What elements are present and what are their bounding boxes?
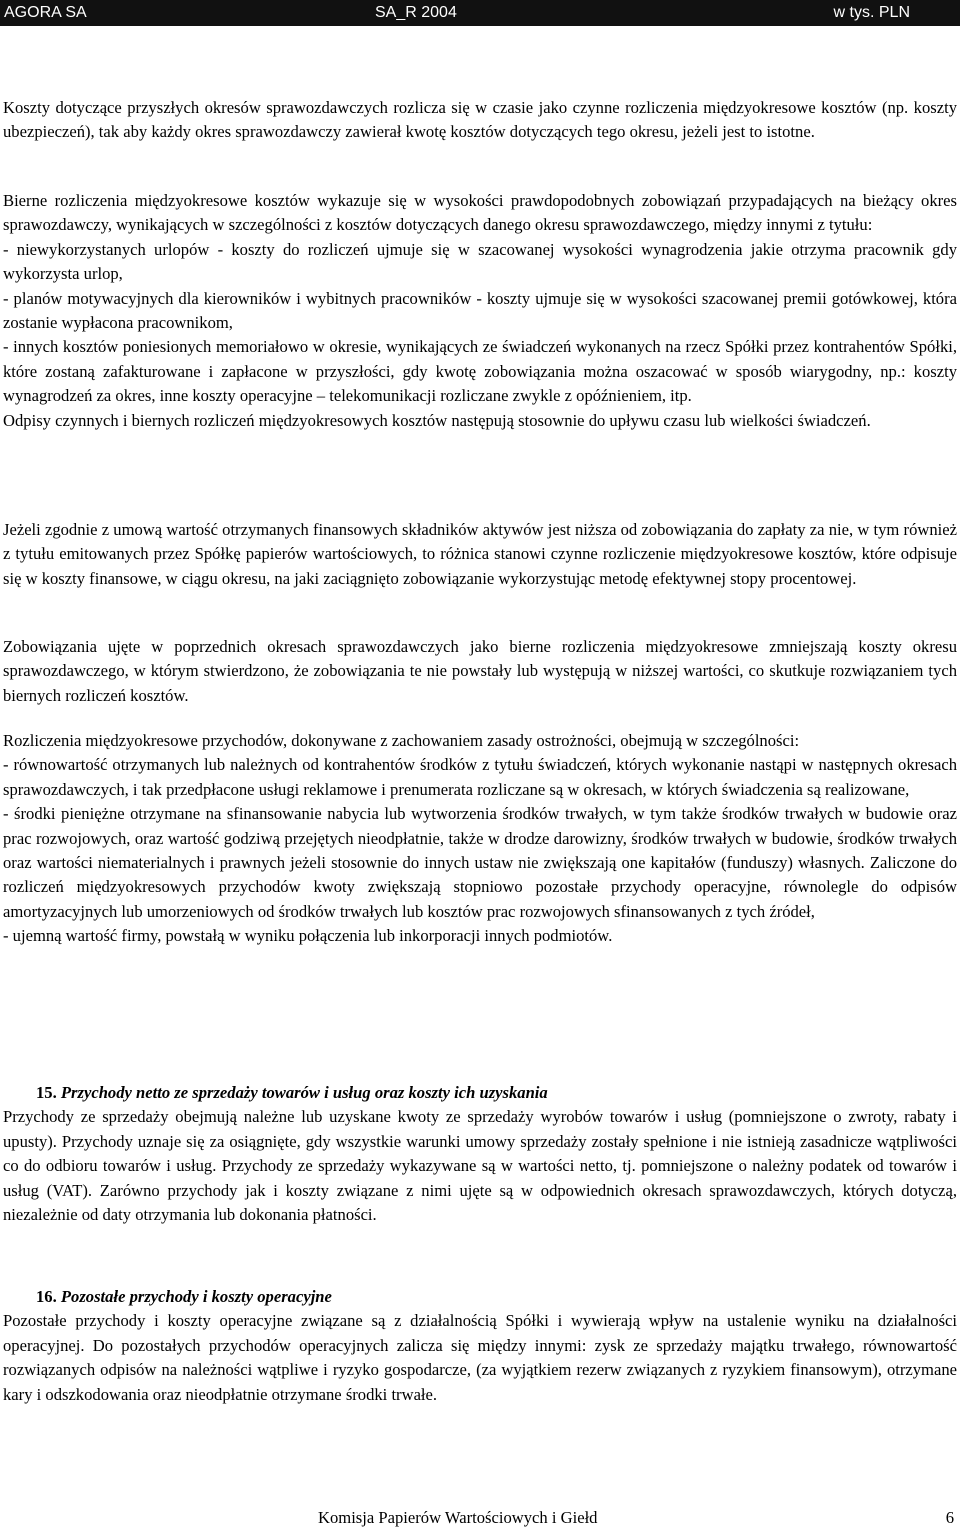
paragraph-accrued-costs xyxy=(3,189,957,433)
paragraph-text: Jeżeli zgodnie z umową wartość otrzymanych finansowych składników aktywów jest niższa od zobowiązania do zapłaty za nie, w tym również z tytułu emitowanych przez Spółkę papierów wartościowych, to różnica stanowi czynne rozliczenie międzyokresowe kosztów, które odpisuje się w koszty finansowe, w ciągu okresu, na jaki zaciągnięto zobowiązanie wykorzystując metodę efektywnej stopy procentowej. xyxy=(3,520,957,588)
list-item: - innych kosztów poniesionych memoriałowo w okresie, wynikających ze świadczeń wykonanych na rzecz Spółki przez kontrahentów Spółki, które zostaną zafakturowane i zapłacone w przyszłości, gdy kwotę zobowiązania można oszacować w sposób wiarygodny, np.: koszty wynagrodzeń za okres, inne koszty operacyjne – telekomunikacji rozliczane zwykle z opóźnieniem, itp. xyxy=(3,337,957,406)
list-item: - niewykorzystanych urlopów - koszty do rozliczeń ujmuje się w szacowanej wysokości wynagrodzenia jakie otrzyma pracownik gdy wykorzysta urlop, xyxy=(3,239,957,284)
page-number: 6 xyxy=(945,1508,954,1527)
header-report-type: SA_R 2004 xyxy=(375,4,457,21)
list-item: - środki pieniężne otrzymane na sfinansowanie nabycia lub wytworzenia środków trwałych, w tym także środków trwałych w budowie oraz prac rozwojowych, oraz wartość godziwą przejętych nieodpłatnie, także w drodze darowizny, środków trwałych w budowie, środków trwałych oraz wartości niematerialnych i prawnych jeżeli stosownie do innych ustaw nie zwiększają one kapitałów (funduszy) własnych. Zaliczone do rozliczeń międzyokresowych przychodów kwoty zwiększają stopniowo pozostałe przychody operacyjne, równolegle do odpisów amortyzacyjnych lub umorzeniowych od środków trwałych lub kosztów prac rozwojowych sfinansowanych z tych źródeł, xyxy=(3,804,957,921)
document-footer xyxy=(0,1508,960,1528)
section-heading xyxy=(3,1081,957,1105)
section-title: Pozostałe przychody i koszty operacyjne xyxy=(60,1287,332,1306)
section-text: Przychody ze sprzedaży obejmują należne lub uzyskane kwoty ze sprzedaży wyrobów towarów i usług (pomniejszone o zwroty, rabaty i upusty). Przychody uznaje się za osiągnięte, gdy wszystkie warunki umowy sprzedaży zostały spełnione i nie istnieją zasadnicze wątpliwości co do odbioru towarów i usług. Przychody ze sprzedaży wykazywane są w wartości netto, tj. pomniejszone o należny podatek od towarów i usług (VAT). Zarówno przychody jak i koszty związane z nimi ujęte są w odpowiednich okresach sprawozdawczych, których dotyczą, niezależnie od daty otrzymania lub dokonania płatności. xyxy=(3,1107,957,1225)
footer-organization: Komisja Papierów Wartościowych i Giełd xyxy=(318,1508,598,1527)
header-units: w tys. PLN xyxy=(833,4,910,21)
list-item: - ujemną wartość firmy, powstałą w wyniku połączenia lub inkorporacji innych podmiotów. xyxy=(3,926,613,946)
paragraph-text: Odpisy czynnych i biernych rozliczeń międzyokresowych kosztów następują stosownie do upływu czasu lub wielkości świadczeń. xyxy=(3,410,871,430)
paragraph-text: Zobowiązania ujęte w poprzednich okresach sprawozdawczych jako bierne rozliczenia międzyokresowe zmniejszają koszty okresu sprawozdawczego, w którym stwierdzono, że zobowiązania te nie powstały lub występują w niższej wartości, co skutkuje rozwiązaniem tych biernych rozliczeń kosztów. xyxy=(3,637,957,705)
section-15 xyxy=(3,1081,957,1227)
list-item: - równowartość otrzymanych lub należnych od kontrahentów środków z tytułu świadczeń, których wykonanie nastąpi w następnych okresach sprawozdawczych, i tak przedpłacone usługi reklamowe i prenumerata rozliczane są w okresach, w których świadczenia są realizowane, xyxy=(3,755,957,799)
section-text: Pozostałe przychody i koszty operacyjne związane są z działalnością Spółki i wywierają wpływ na ustalenie wyniku na działalności operacyjnej. Do pozostałych przychodów operacyjnych zalicza się między innymi: zysk ze sprzedaży majątku trwałego, równowartość rozwiązanych odpisów na należności wątpliwe i ryzyko gospodarcze, (za wyjątkiem rezerw związanych z ryzykiem finansowym), otrzymane kary i odszkodowania oraz nieodpłatnie otrzymane środki trwałe. xyxy=(3,1311,957,1404)
paragraph-liabilities xyxy=(3,635,957,708)
header-company: AGORA SA xyxy=(4,4,87,21)
section-title: Przychody netto ze sprzedaży towarów i usług oraz koszty ich uzyskania xyxy=(60,1083,548,1102)
section-heading xyxy=(3,1285,957,1309)
paragraph-text: Rozliczenia międzyokresowe przychodów, dokonywane z zachowaniem zasady ostrożności, obejmują w szczególności: xyxy=(3,731,800,750)
section-number: 15. xyxy=(36,1083,57,1102)
paragraph-deferred-income xyxy=(3,729,957,949)
list-item: - planów motywacyjnych dla kierowników i wybitnych pracowników - koszty ujmuje się w wysokości szacowanej premii gotówkowej, która zostanie wypłacona pracownikom, xyxy=(3,288,957,333)
section-number: 16. xyxy=(36,1287,57,1306)
paragraph-prepaid-costs xyxy=(3,96,957,145)
paragraph-text: Bierne rozliczenia międzyokresowe kosztów wykazuje się w wysokości prawdopodobnych zobowiązań przypadających na bieżący okres sprawozdawczy, wynikających w szczególności z kosztów dotyczących danego okresu sprawozdawczego, między innymi z tytułu: xyxy=(3,191,957,235)
paragraph-text: Koszty dotyczące przyszłych okresów sprawozdawczych rozlicza się w czasie jako czynne rozliczenia międzyokresowe kosztów (np. koszty ubezpieczeń), tak aby każdy okres sprawozdawczy zawierał kwotę kosztów dotyczących tego okresu, jeżeli jest to istotne. xyxy=(3,98,957,142)
document-header xyxy=(0,0,960,26)
paragraph-financial-assets xyxy=(3,518,957,591)
section-16 xyxy=(3,1285,957,1407)
